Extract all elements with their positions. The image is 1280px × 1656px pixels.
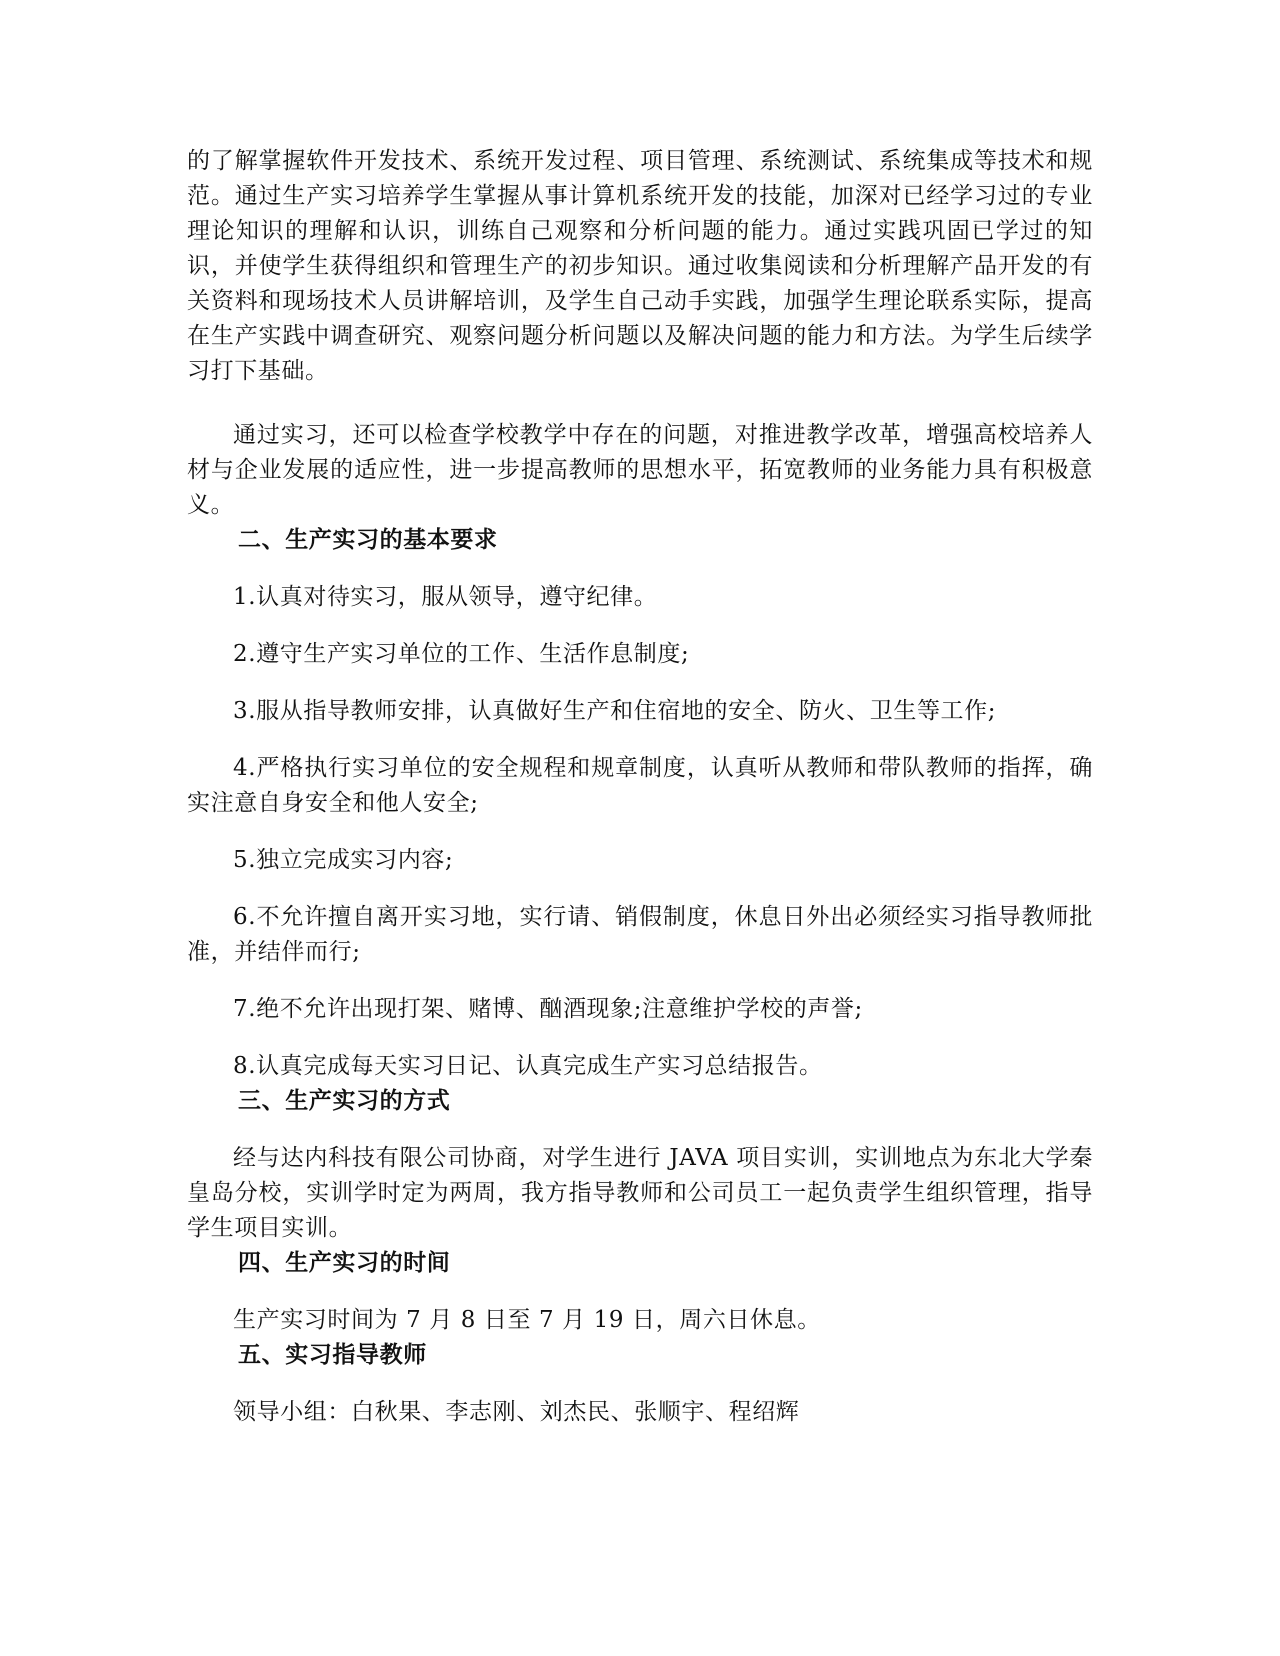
- significance-paragraph: 通过实习，还可以检查学校教学中存在的问题，对推进教学改革，增强高校培养人材与企业发展的适应性，进一步提高教师的思想水平，拓宽教师的业务能力具有积极意义。: [187, 422, 1093, 518]
- list-item: 4.严格执行实习单位的安全规程和规章制度，认真听从教师和带队教师的指挥，确实注意自身安全和他人安全;: [187, 755, 1093, 816]
- list-item: 2.遵守生产实习单位的工作、生活作息制度;: [233, 641, 690, 667]
- list-item: 5.独立完成实习内容;: [233, 847, 454, 873]
- instructors-paragraph: 领导小组：白秋果、李志刚、刘杰民、张顺宇、程绍辉: [233, 1399, 800, 1425]
- requirements-list: [187, 580, 1093, 1084]
- list-item: 1.认真对待实习，服从领导，遵守纪律。: [233, 584, 658, 610]
- list-item: 6.不允许擅自离开实习地，实行请、销假制度，休息日外出必须经实习指导教师批准，并结伴而行;: [187, 904, 1093, 965]
- document-page: [187, 144, 1093, 1430]
- section-heading-time: 四、生产实习的时间: [238, 1250, 451, 1276]
- list-item: 3.服从指导教师安排，认真做好生产和住宿地的安全、防火、卫生等工作;: [233, 698, 997, 724]
- list-item: 7.绝不允许出现打架、赌博、酗酒现象;注意维护学校的声誉;: [233, 996, 863, 1022]
- section-heading-requirements: 二、生产实习的基本要求: [238, 527, 498, 553]
- list-item: 8.认真完成每天实习日记、认真完成生产实习总结报告。: [233, 1053, 823, 1079]
- method-paragraph: 经与达内科技有限公司协商，对学生进行 JAVA 项目实训，实训地点为东北大学秦皇岛分校，实训学时定为两周，我方指导教师和公司员工一起负责学生组织管理，指导学生项目实训。: [187, 1145, 1093, 1241]
- time-paragraph: 生产实习时间为 7 月 8 日至 7 月 19 日，周六日休息。: [233, 1307, 821, 1333]
- section-heading-instructors: 五、实习指导教师: [238, 1342, 427, 1368]
- intro-paragraph: 的了解掌握软件开发技术、系统开发过程、项目管理、系统测试、系统集成等技术和规范。通过生产实习培养学生掌握从事计算机系统开发的技能，加深对已经学习过的专业理论知识的理解和认识，训练自己观察和分析问题的能力。通过实践巩固已学过的知识，并使学生获得组织和管理生产的初步知识。通过收集阅读和分析理解产品开发的有关资料和现场技术人员讲解培训，及学生自己动手实践，加强学生理论联系实际，提高在生产实践中调查研究、观察问题分析问题以及解决问题的能力和方法。为学生后续学习打下基础。: [187, 148, 1093, 384]
- section-heading-method: 三、生产实习的方式: [238, 1088, 451, 1114]
